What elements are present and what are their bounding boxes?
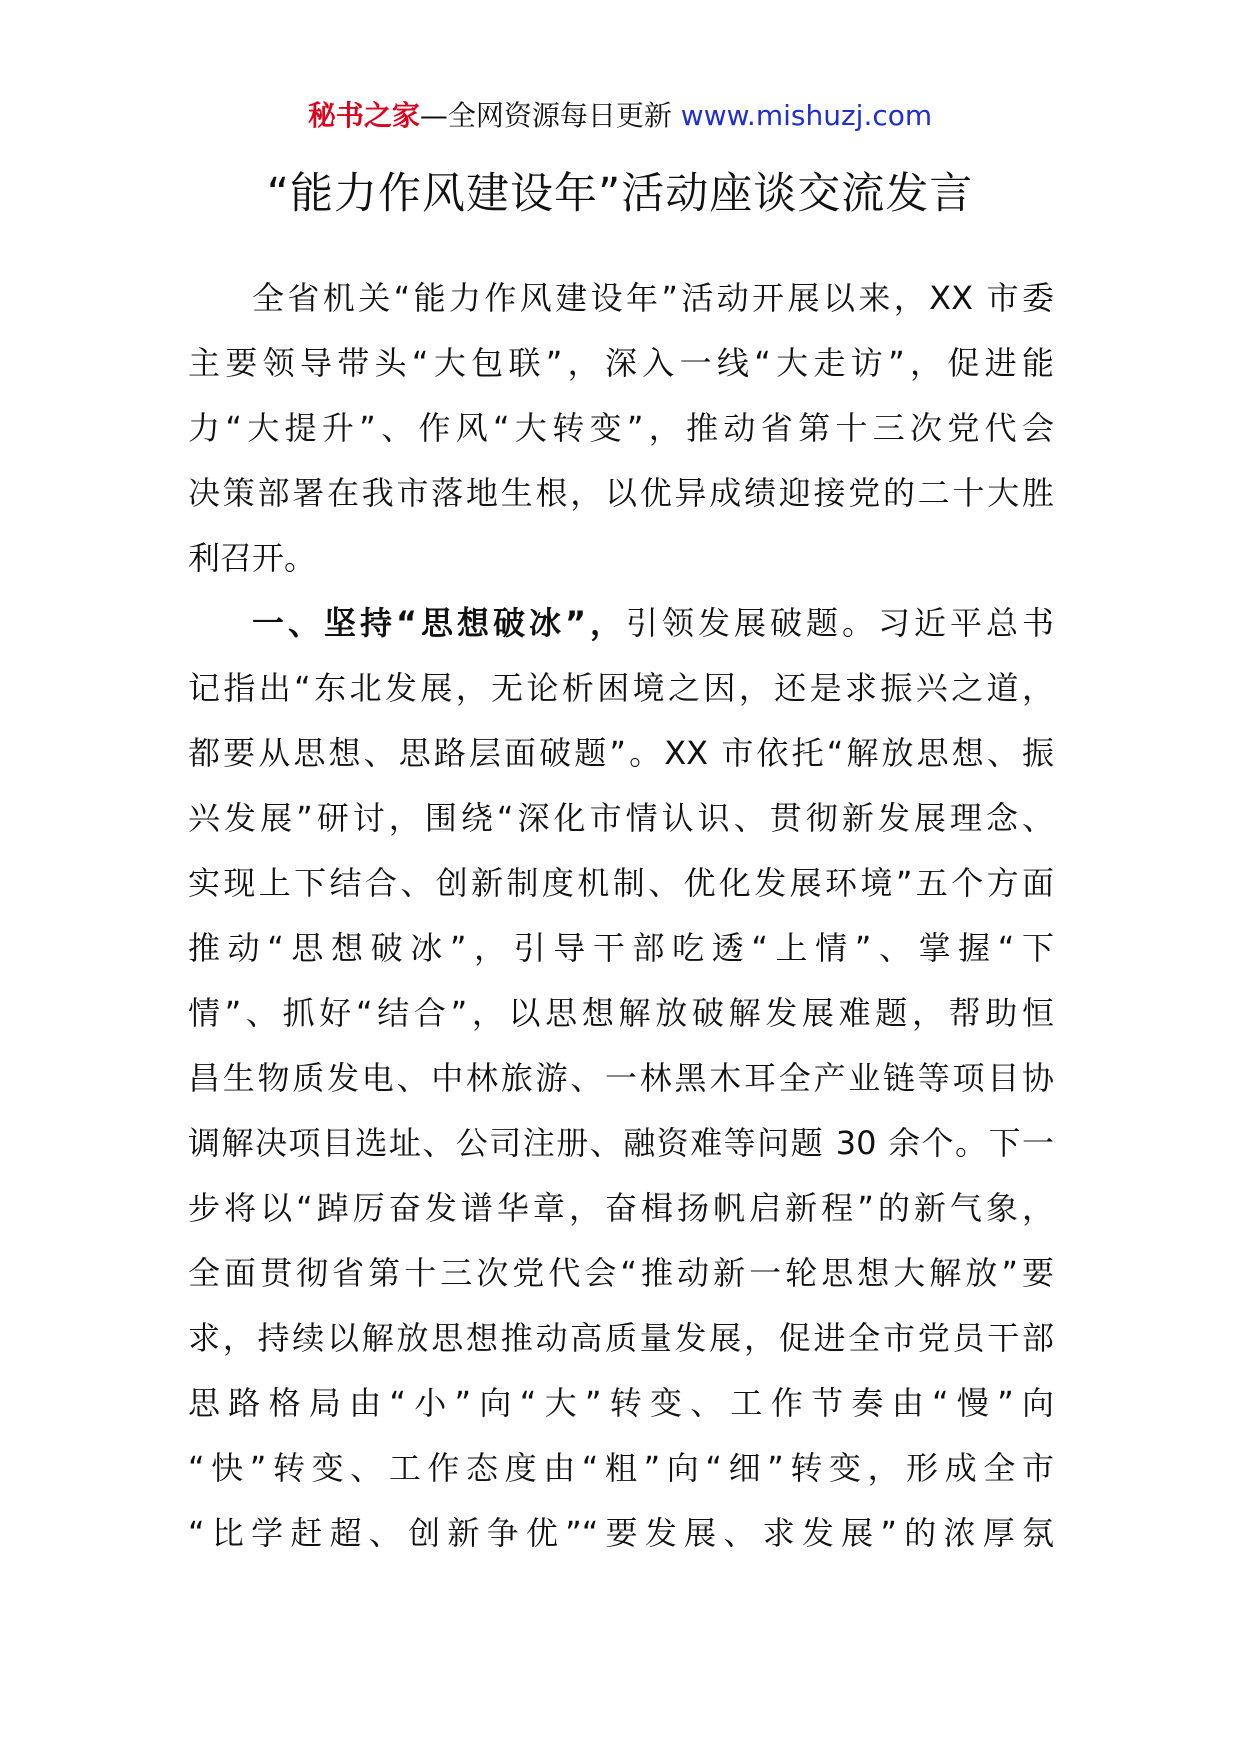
paragraph-1-line: 主要领导带头“大包联”，深入一线“大走访”，促进能 bbox=[188, 344, 1054, 382]
site-url-link[interactable]: www.mishuzj.com bbox=[680, 99, 933, 132]
site-header bbox=[0, 96, 1240, 136]
paragraph-2-line: 调解决项目选址、公司注册、融资难等问题 30 余个。下一 bbox=[188, 1124, 1054, 1162]
paragraph-2-line-rest: 引领发展破题。习近平总书 bbox=[626, 604, 1054, 642]
paragraph-2-line: 情”、抓好“结合”，以思想解放破解发展难题，帮助恒 bbox=[188, 994, 1054, 1032]
paragraph-2-line: 思路格局由“小”向“大”转变、工作节奏由“慢”向 bbox=[188, 1384, 1054, 1422]
paragraph-2-line: 求，持续以解放思想推动高质量发展，促进全市党员干部 bbox=[188, 1319, 1054, 1357]
paragraph-2-line: “快”转变、工作态度由“粗”向“细”转变，形成全市 bbox=[188, 1449, 1054, 1487]
paragraph-2-line: 实现上下结合、创新制度机制、优化发展环境”五个方面 bbox=[188, 864, 1054, 902]
paragraph-1-line: 全省机关“能力作风建设年”活动开展以来，XX 市委 bbox=[252, 279, 1054, 317]
paragraph-2-line: 昌生物质发电、中林旅游、一林黑木耳全产业链等项目协 bbox=[188, 1059, 1054, 1097]
paragraph-2-line: 全面贯彻省第十三次党代会“推动新一轮思想大解放”要 bbox=[188, 1254, 1054, 1292]
paragraph-2-line: 兴发展”研讨，围绕“深化市情认识、贯彻新发展理念、 bbox=[188, 799, 1054, 837]
paragraph-2-line: 步将以“踔厉奋发谱华章，奋楫扬帆启新程”的新气象， bbox=[188, 1189, 1054, 1227]
paragraph-1-line: 决策部署在我市落地生根，以优异成绩迎接党的二十大胜 bbox=[188, 474, 1054, 512]
header-tagline: —全网资源每日更新 bbox=[419, 99, 672, 132]
paragraph-1-line: 力“大提升”、作风“大转变”，推动省第十三次党代会 bbox=[188, 409, 1054, 447]
paragraph-1-line: 利召开。 bbox=[188, 539, 317, 577]
paragraph-2-line: 都要从思想、思路层面破题”。XX 市依托“解放思想、振 bbox=[188, 734, 1054, 772]
paragraph-2-first-line bbox=[188, 591, 1054, 656]
paragraph-2-line: 推动“思想破冰”，引导干部吃透“上情”、掌握“下 bbox=[188, 929, 1054, 967]
paragraph-2-line: “比学赶超、创新争优”“要发展、求发展”的浓厚氛 bbox=[188, 1514, 1054, 1552]
section-1-heading: 一、坚持“思想破冰”， bbox=[252, 604, 627, 642]
document-title: “能力作风建设年”活动座谈交流发言 bbox=[266, 169, 974, 219]
brand-name: 秘书之家 bbox=[307, 99, 420, 132]
paragraph-2-line: 记指出“东北发展，无论析困境之因，还是求振兴之道， bbox=[188, 669, 1054, 707]
document-body bbox=[188, 266, 1054, 1566]
